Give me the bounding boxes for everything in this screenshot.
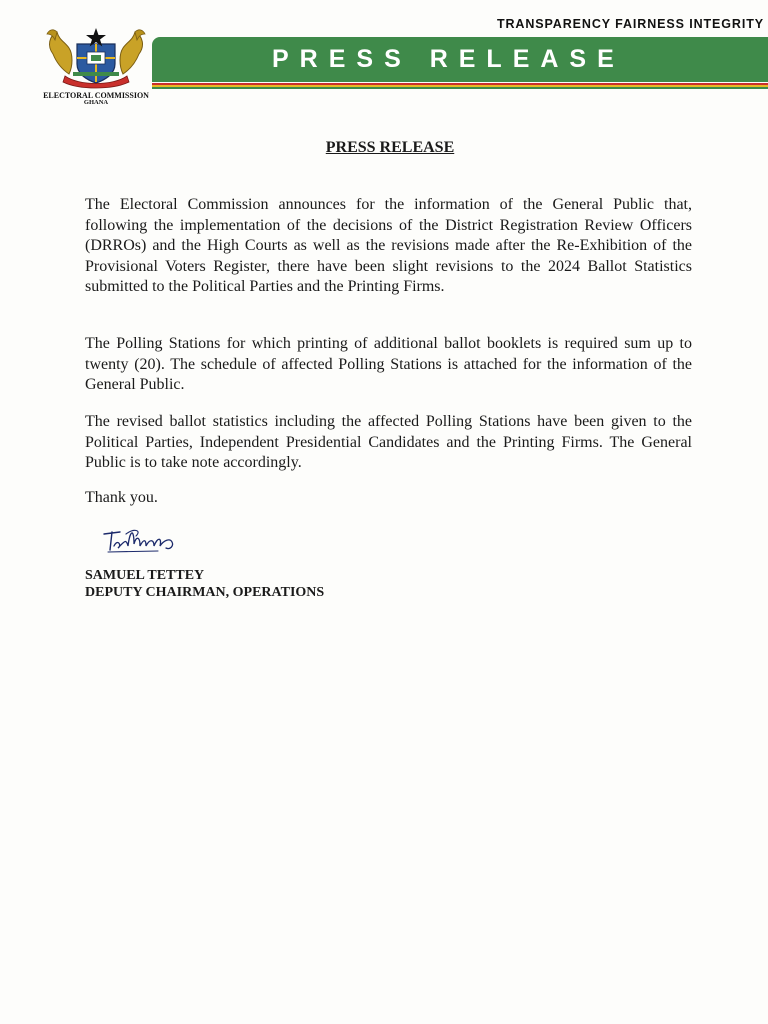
org-country: GHANA (83, 99, 109, 106)
press-release-banner (152, 37, 768, 82)
paragraph-revised-statistics: The revised ballot statistics including the affected Polling Stations have been given to the Political Parties, Independent Presidential Candidates and the Printing Firms. The General Public is to take note accordingly. (85, 413, 692, 471)
letterhead (0, 0, 768, 110)
document-title: PRESS RELEASE (325, 139, 455, 156)
banner-stripe-green (152, 87, 768, 89)
electoral-commission-logo (37, 26, 155, 110)
closing-line: Thank you. (85, 489, 158, 506)
signatory-title: DEPUTY CHAIRMAN, OPERATIONS (85, 585, 325, 600)
org-name: ELECTORAL COMMISSION (43, 91, 149, 100)
paragraph-polling-stations: The Polling Stations for which printing of additional ballot booklets is required sum up to twenty (20). The schedule of affected Polling Stations is attached for the information of the General Public. (85, 335, 692, 393)
tagline: TRANSPARENCY FAIRNESS INTEGRITY (496, 17, 764, 31)
banner-title: PRESS RELEASE (272, 45, 625, 73)
signature (100, 520, 180, 558)
signatory-name: SAMUEL TETTEY (85, 568, 205, 583)
handwritten-signature-icon (100, 520, 180, 558)
paragraph-announcement: The Electoral Commission announces for the information of the General Public that, following the implementation of the decisions of the District Registration Review Officers (DRROs) and the High Courts as well as the revisions made after the Re-Exhibition of the Provisional Voters Register, there have been slight revisions to the 2024 Ballot Statistics submitted to the Political Parties and the Printing Firms. (85, 196, 692, 295)
coat-of-arms-icon (43, 26, 149, 90)
